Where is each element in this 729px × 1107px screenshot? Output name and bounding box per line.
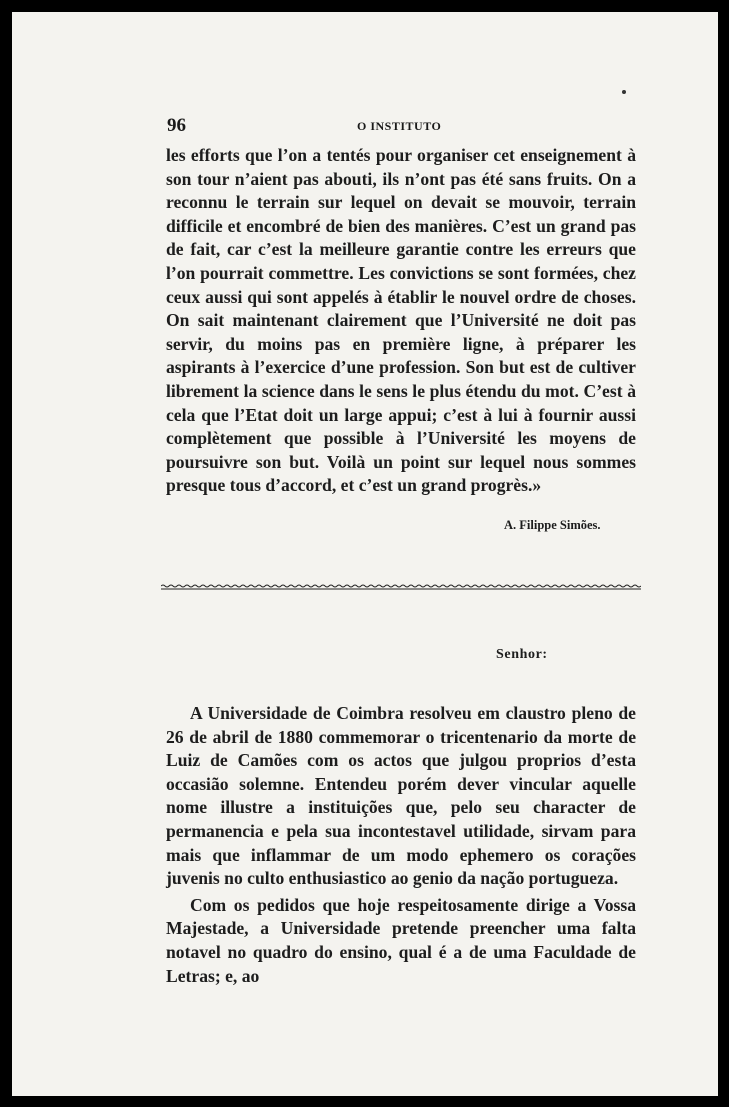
- document-page: [12, 12, 718, 1096]
- quoted-passage: [166, 144, 636, 498]
- journal-title: O INSTITUTO: [357, 119, 442, 133]
- wavy-divider: [161, 584, 641, 590]
- running-head: [167, 115, 635, 139]
- petition-paragraph: Com os pedidos que hoje respeitosamente dirige a Vossa Majestade, a Universidade pretende preencher uma falta notavel no quadro do ensino, qual é a de uma Faculdade de Letras; e, ao: [166, 894, 636, 986]
- quote-paragraph: les efforts que l’on a tentés pour organiser cet enseignement à son tour n’aient pas abouti, ils n’ont pas été sans fruits. On a reconnu le terrain sur lequel on devait se mouvoir, terrain difficile et encombré de bien des manières. C’est un grand pas de fait, car c’est la meilleure garantie contre les erreurs que l’on pourrait commettre. Les convictions se sont formées, chez ceux aussi qui sont appelés à établir le nouvel ordre de choses. On sait maintenant clairement que l’Université ne doit pas servir, du moins pas en première ligne, à préparer les aspirants à l’exercice d’une profession. Son but est de cultiver librement la science dans le sens le plus étendu du mot. C’est à cela que l’Etat doit un large appui; c’est à lui à fournir aussi complètement que possible à l’Université les moyens de poursuivre son but. Voilà un point sur lequel nous sommes presque tous d’accord, et c’est un grand progrès.»: [166, 145, 636, 496]
- page-number: 96: [167, 115, 186, 136]
- author-signature: A. Filippe Simões.: [504, 518, 601, 532]
- salutation: Senhor:: [496, 647, 548, 662]
- petition-body: [166, 702, 636, 988]
- petition-paragraph: A Universidade de Coimbra resolveu em claustro pleno de 26 de abril de 1880 commemorar o tricentenario da morte de Luiz de Camões com os actos que julgou proprios d’esta occasião solemne. Entendeu porém dever vincular aquelle nome illustre a instituições que, pelo seu character de permanencia e pela sua incontestavel utilidade, sirvam para mais que inflammar de um modo ephemero os corações juvenis no culto enthusiastico ao genio da nação portugueza.: [166, 703, 636, 889]
- ink-speck: [622, 90, 626, 94]
